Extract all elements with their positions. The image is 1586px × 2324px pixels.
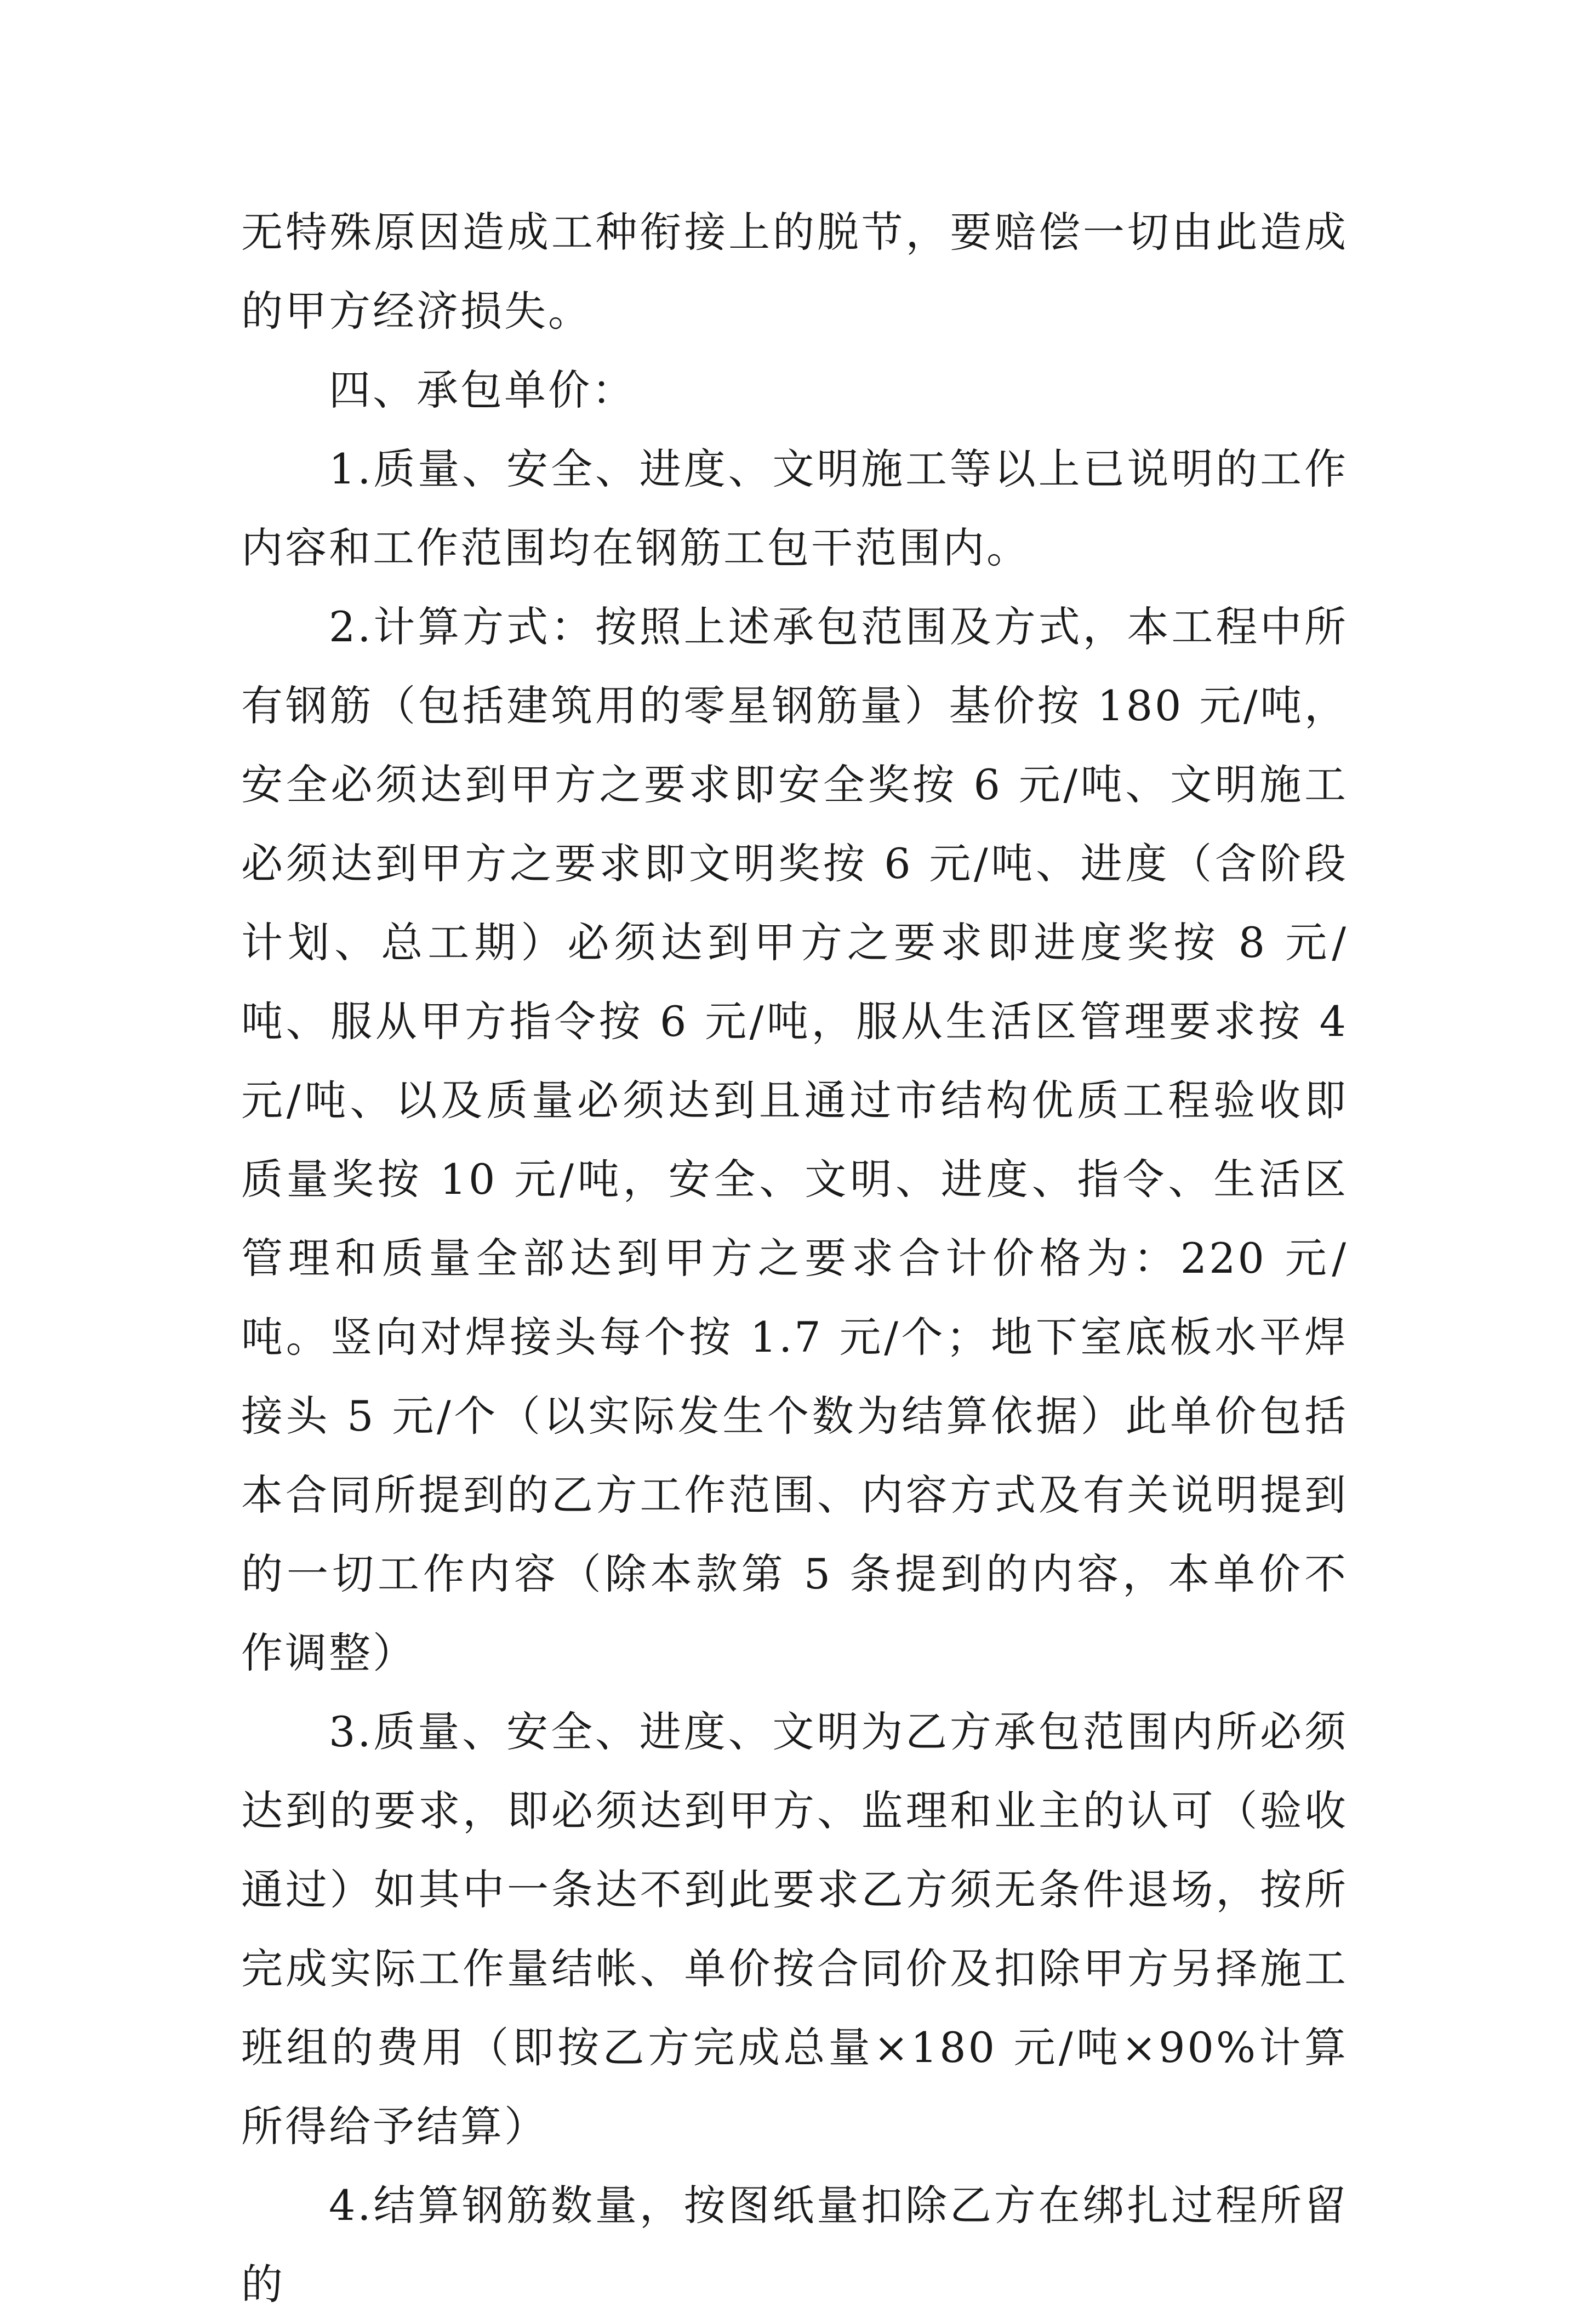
clause-4: 4.结算钢筋数量，按图纸量扣除乙方在绑扎过程所留的 [241, 2181, 1348, 2309]
clause-3: 3.质量、安全、进度、文明为乙方承包范围内所必须达到的要求，即必须达到甲方、监理和业主的认可（验收通过）如其中一条达不到此要求乙方须无条件退场，按所完成实际工作量结帐、单价按合同价及扣除甲方另择施工班组的费用（即按乙方完成总量×180 元/吨×90%计算所得给予结算） [241, 1707, 1348, 2151]
clause-1: 1.质量、安全、进度、文明施工等以上已说明的工作内容和工作范围均在钢筋工包干范围内。 [241, 445, 1348, 572]
section-heading-unit-price: 四、承包单价： [329, 366, 636, 414]
paragraph-continuation: 无特殊原因造成工种衔接上的脱节，要赔偿一切由此造成的甲方经济损失。 [241, 208, 1348, 335]
clause-2: 2.计算方式：按照上述承包范围及方式，本工程中所有钢筋（包括建筑用的零星钢筋量）基价按 180 元/吨，安全必须达到甲方之要求即安全奖按 6 元/吨、文明施工必须达到甲方之要求即文明奖按 6 元/吨、进度（含阶段计划、总工期）必须达到甲方之要求即进度奖按 8 元/吨、服从甲方指令按 6 元/吨，服从生活区管理要求按 4 元/吨、以及质量必须达到且通过市结构优质工程验收即质量奖按 10 元/吨，安全、文明、进度、指令、生活区管理和质量全部达到甲方之要求合计价格为：220 元/吨。竖向对焊接头每个按 1.7 元/个；地下室底板水平焊接头 5 元/个（以实际发生个数为结算依据）此单价包括本合同所提到的乙方工作范围、内容方式及有关说明提到的一切工作内容（除本款第 5 条提到的内容，本单价不作调整） [241, 602, 1348, 1677]
document-page [241, 193, 1348, 2324]
